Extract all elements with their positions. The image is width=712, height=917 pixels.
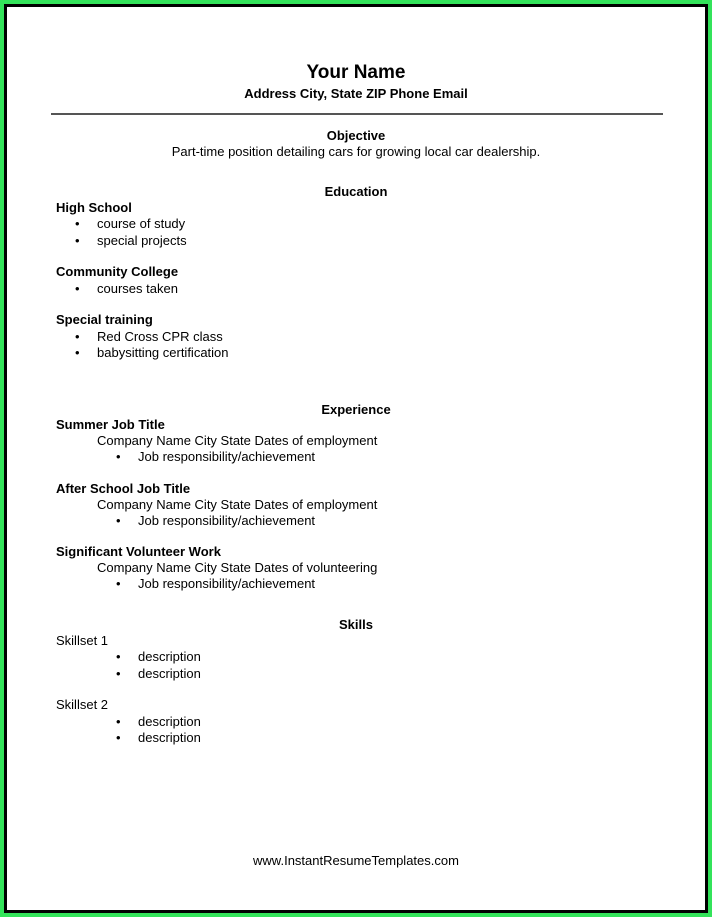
bullet-icon: • (116, 666, 121, 681)
list-item: • Job responsibility/achievement (116, 576, 316, 591)
header-divider (51, 113, 663, 115)
list-item: • courses taken (75, 281, 178, 296)
objective-text: Part-time position detailing cars for growing local car dealership. (171, 144, 541, 159)
list-item: • description (116, 666, 201, 681)
education-title: Education (324, 184, 388, 199)
experience-title: Experience (321, 402, 391, 417)
list-item: • course of study (75, 216, 186, 231)
skills-title: Skills (339, 617, 373, 632)
objective-title: Objective (326, 128, 386, 143)
job-details: Company Name City State Dates of employment (97, 497, 378, 512)
list-item: • description (116, 649, 201, 664)
bullet-icon: • (116, 449, 121, 464)
education-heading-community-college: Community College (56, 264, 179, 279)
list-item: • babysitting certification (75, 345, 229, 360)
bullet-icon: • (116, 714, 121, 729)
job-details: Company Name City State Dates of volunteering (97, 560, 378, 575)
bullet-icon: • (75, 329, 80, 344)
bullet-icon: • (75, 233, 80, 248)
list-item: • description (116, 714, 201, 729)
job-details: Company Name City State Dates of employment (97, 433, 378, 448)
list-item: • Red Cross CPR class (75, 329, 223, 344)
bullet-icon: • (75, 345, 80, 360)
footer-url: www.InstantResumeTemplates.com (253, 853, 459, 868)
education-heading-special-training: Special training (56, 312, 153, 327)
document-frame (4, 4, 708, 913)
list-item: • description (116, 730, 201, 745)
skillset-label: Skillset 2 (56, 697, 109, 712)
resume-page (7, 7, 705, 910)
bullet-icon: • (116, 730, 121, 745)
bullet-icon: • (75, 281, 80, 296)
skillset-label: Skillset 1 (56, 633, 109, 648)
contact-line: Address City, State ZIP Phone Email (244, 86, 468, 101)
resume-name: Your Name (306, 62, 406, 83)
education-heading-high-school: High School (56, 200, 132, 215)
list-item: • Job responsibility/achievement (116, 449, 316, 464)
bullet-icon: • (116, 513, 121, 528)
bullet-icon: • (116, 576, 121, 591)
job-title: Summer Job Title (56, 417, 165, 432)
list-item: • Job responsibility/achievement (116, 513, 316, 528)
job-title: After School Job Title (56, 481, 191, 496)
job-title: Significant Volunteer Work (56, 544, 221, 559)
list-item: • special projects (75, 233, 187, 248)
bullet-icon: • (75, 216, 80, 231)
bullet-icon: • (116, 649, 121, 664)
